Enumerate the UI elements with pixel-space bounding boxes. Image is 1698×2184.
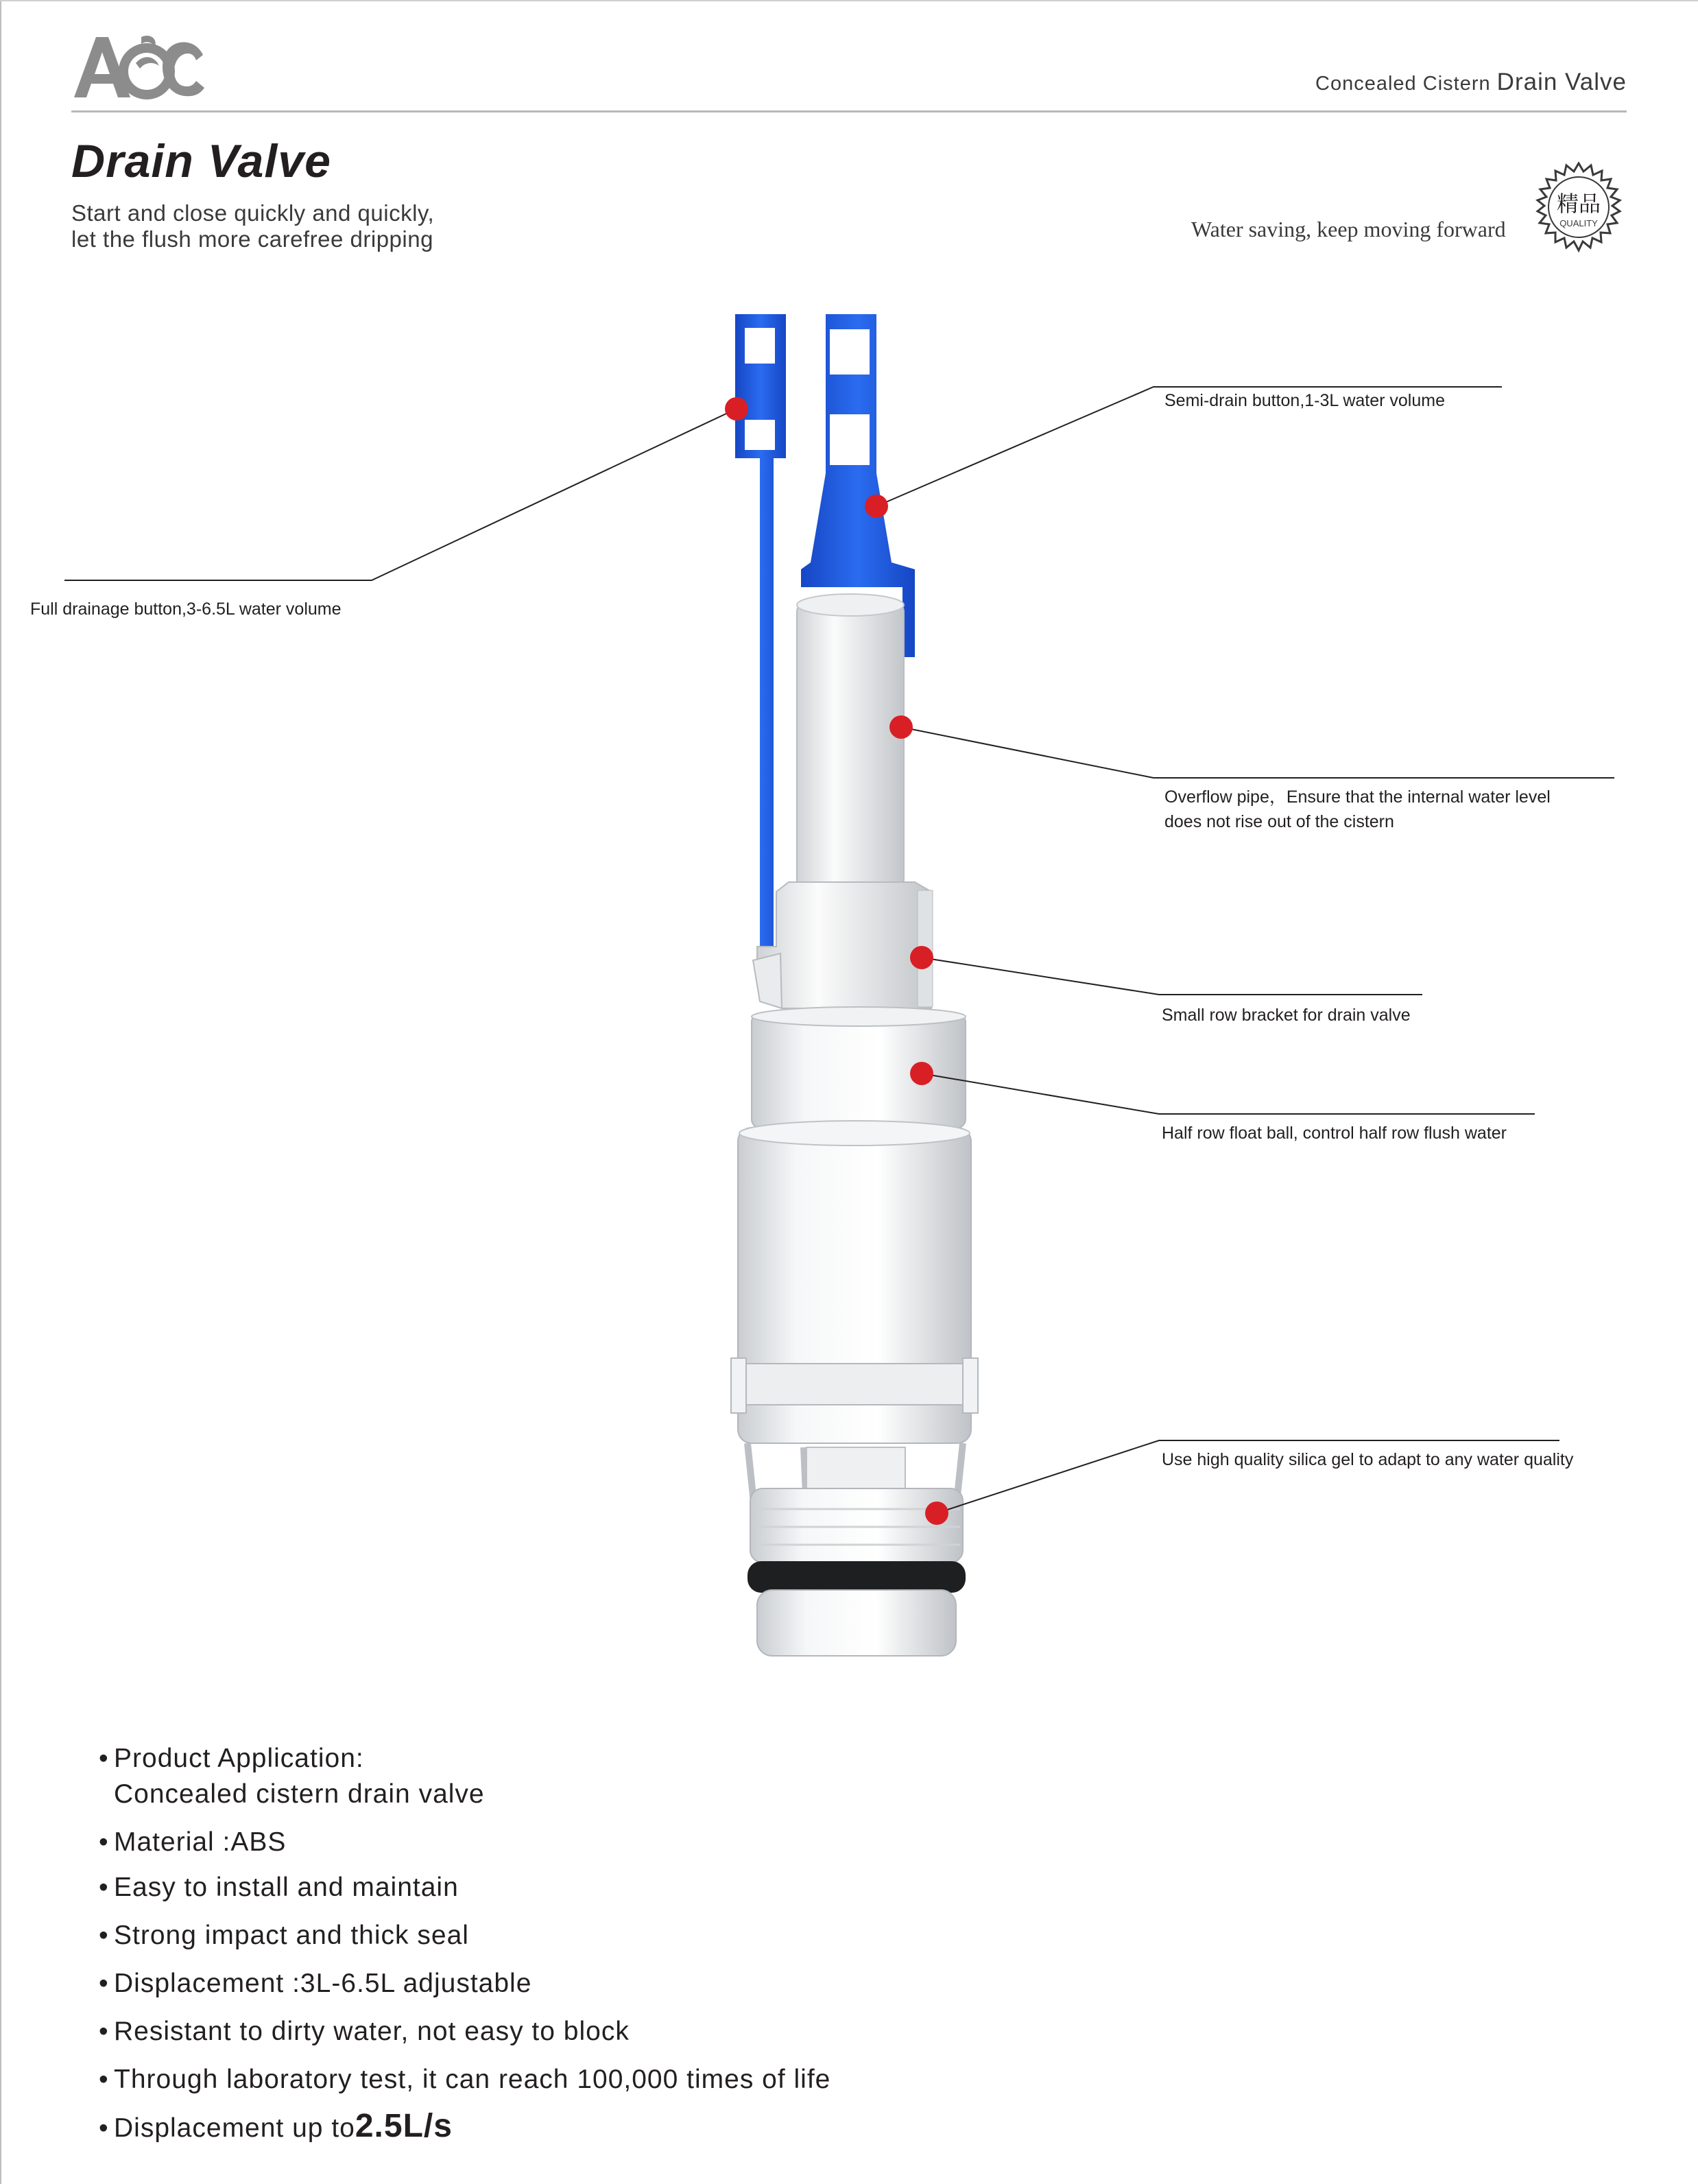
- header-category-small: Concealed Cistern: [1315, 73, 1491, 95]
- marker-overflow: [889, 715, 913, 739]
- page-title: Drain Valve: [71, 135, 331, 187]
- bullet: •: [99, 1827, 109, 1857]
- feature-flow-value: 2.5L/s: [355, 2108, 453, 2144]
- bullet: •: [99, 1921, 109, 1950]
- leader-full-drain: [64, 409, 737, 580]
- callout-silica: Use high quality silica gel to adapt to any water quality: [1162, 1450, 1574, 1469]
- bullet: •: [99, 2113, 109, 2143]
- feature-displacement-text: Displacement :3L-6.5L adjustable: [114, 1969, 532, 1998]
- bullet: •: [99, 2017, 109, 2046]
- callout-overflow: [1164, 785, 1551, 834]
- callout-full-drain: Full drainage button,3-6.5L water volume: [30, 600, 342, 619]
- callout-float-ball: Half row float ball, control half row flush water: [1162, 1124, 1507, 1143]
- marker-float: [910, 1062, 933, 1085]
- bullet: •: [99, 1969, 109, 1998]
- subtitle-line-1: Start and close quickly and quickly,: [71, 200, 435, 226]
- callout-overflow-line-2: does not rise out of the cistern: [1164, 812, 1394, 831]
- leader-float: [922, 1073, 1535, 1114]
- feature-impact: [99, 1921, 469, 1951]
- leader-bracket: [922, 958, 1422, 995]
- feature-resistant: [99, 2017, 630, 2047]
- feature-material: [99, 1827, 286, 1857]
- feature-material-text: Material :ABS: [114, 1827, 287, 1857]
- feature-resistant-text: Resistant to dirty water, not easy to block: [114, 2017, 630, 2046]
- float-ring: [752, 1007, 966, 1128]
- feature-install-text: Easy to install and maintain: [114, 1873, 459, 1902]
- bullet: •: [99, 1873, 109, 1902]
- callout-overflow-line-1: Overflow pipe，Ensure that the internal water level: [1164, 787, 1551, 807]
- feature-install: [99, 1873, 459, 1903]
- seal-en-text: QUALITY: [1559, 218, 1598, 228]
- bracket: [753, 882, 933, 1008]
- feature-lab-test: [99, 2065, 830, 2095]
- feature-application-label: Product Application:: [114, 1744, 364, 1773]
- feature-impact-text: Strong impact and thick seal: [114, 1921, 469, 1950]
- callout-semi-drain: Semi-drain button,1-3L water volume: [1164, 391, 1445, 410]
- header-category-big: Drain Valve: [1496, 69, 1627, 95]
- marker-bracket: [910, 946, 933, 969]
- marker-semi-drain: [865, 495, 888, 518]
- seal-cn-text: 精品: [1556, 191, 1601, 217]
- slogan: Water saving, keep moving forward: [1191, 217, 1506, 241]
- feature-flow: [99, 2107, 453, 2145]
- bullet: •: [99, 1744, 109, 1773]
- subtitle-line-2: let the flush more carefree dripping: [71, 226, 433, 252]
- valve-base: [748, 1443, 966, 1656]
- marker-full-drain: [725, 397, 748, 420]
- leader-overflow: [901, 727, 1614, 778]
- marker-silica: [925, 1502, 948, 1525]
- feature-displacement: [99, 1969, 531, 1999]
- feature-lab-test-text: Through laboratory test, it can reach 100,000 times of life: [114, 2065, 831, 2094]
- feature-application: [99, 1744, 485, 1809]
- feature-application-value: Concealed cistern drain valve: [114, 1779, 485, 1809]
- callout-bracket: Small row bracket for drain valve: [1162, 1006, 1411, 1025]
- bullet: •: [99, 2065, 109, 2094]
- valve-body: [731, 1121, 978, 1443]
- overflow-pipe: [797, 602, 904, 889]
- feature-flow-prefix: Displacement up to: [114, 2113, 355, 2143]
